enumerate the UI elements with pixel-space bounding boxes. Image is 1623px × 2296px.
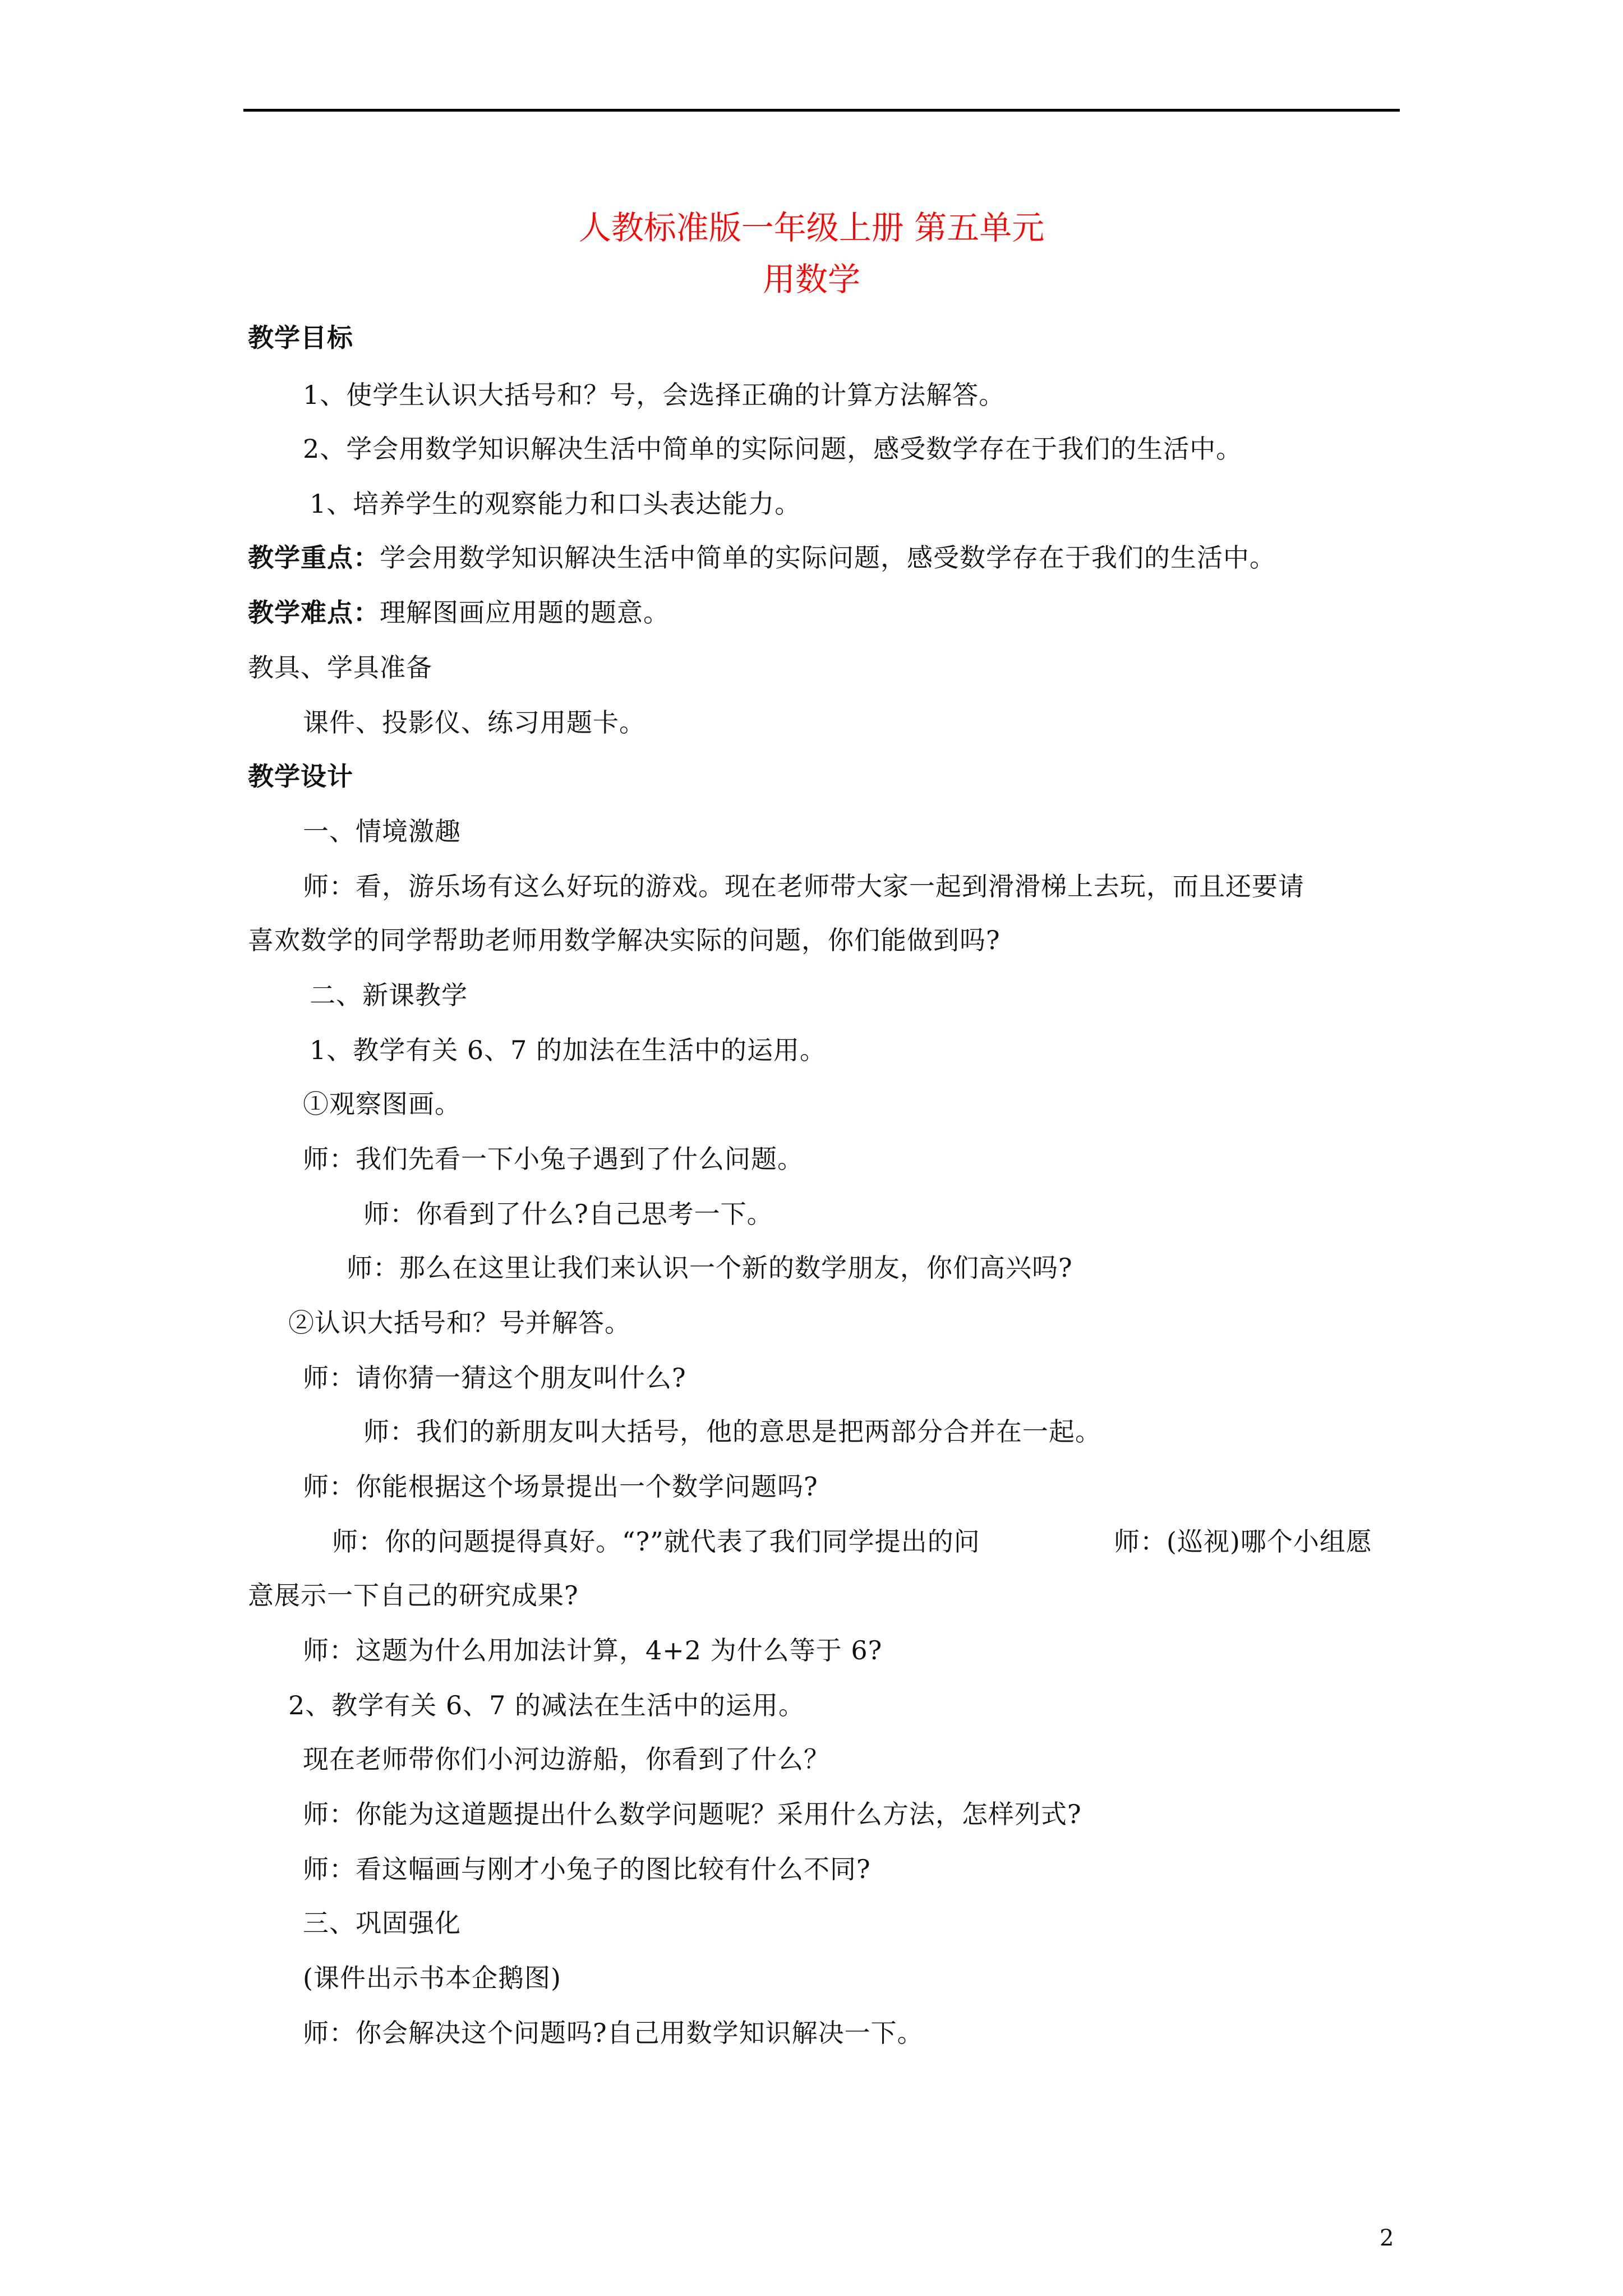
paragraph-line: 师：看，游乐场有这么好玩的游戏。现在老师带大家一起到滑滑梯上去玩，而且还要请 (303, 871, 1304, 901)
section-heading: 一、情境激趣 (303, 816, 461, 846)
paragraph-line: 现在老师带你们小河边游船，你看到了什么？ (303, 1744, 830, 1774)
paragraph-line: ①观察图画。 (303, 1089, 461, 1119)
paragraph-line: 1、教学有关 6、7 的加法在生活中的运用。 (310, 1035, 827, 1065)
tools-text: 课件、投影仪、练习用题卡。 (303, 707, 645, 738)
paragraph-line: 师：那么在这里让我们来认识一个新的数学朋友，你们高兴吗? (347, 1253, 1073, 1283)
key-point-line (248, 541, 1276, 574)
document-title: 人教标准版一年级上册 第五单元 (578, 209, 1045, 247)
difficulty-text: 理解图画应用题的题意。 (380, 597, 670, 628)
paragraph-line: 师：我们先看一下小兔子遇到了什么问题。 (303, 1144, 804, 1174)
paragraph-line: 师：请你猜一猜这个朋友叫什么? (303, 1363, 686, 1393)
paragraph-line: 师：这题为什么用加法计算，4+2 为什么等于 6? (303, 1635, 883, 1665)
key-point-label: 教学重点： (248, 542, 380, 573)
paragraph-line: 师：你能根据这个场景提出一个数学问题吗? (303, 1471, 818, 1502)
header-rule (243, 109, 1400, 112)
section-heading: 二、新课教学 (310, 980, 468, 1010)
design-heading: 教学设计 (248, 761, 353, 792)
paragraph-line: 意展示一下自己的研究成果? (248, 1580, 579, 1611)
paragraph-line: (课件出示书本企鹅图) (303, 1963, 561, 1993)
key-point-text: 学会用数学知识解决生活中简单的实际问题，感受数学存在于我们的生活中。 (380, 542, 1276, 573)
paragraph-line: 师：你能为这道题提出什么数学问题呢？采用什么方法，怎样列式? (303, 1799, 1082, 1829)
objective-item: 2、学会用数学知识解决生活中简单的实际问题，感受数学存在于我们的生活中。 (303, 434, 1243, 464)
objectives-heading: 教学目标 (248, 323, 353, 353)
tools-heading: 教具、学具准备 (248, 652, 432, 683)
difficulty-line (248, 596, 670, 629)
page-number: 2 (1380, 2225, 1394, 2251)
paragraph-line: 师：你看到了什么?自己思考一下。 (363, 1199, 773, 1229)
difficulty-label: 教学难点： (248, 597, 380, 628)
objective-item: 1、培养学生的观察能力和口头表达能力。 (310, 489, 801, 519)
paragraph-line: 师：(巡视)哪个小组愿 (1114, 1526, 1372, 1557)
paragraph-line: 喜欢数学的同学帮助老师用数学解决实际的问题，你们能做到吗? (248, 925, 1000, 955)
paragraph-line: 师：你会解决这个问题吗?自己用数学知识解决一下。 (303, 2018, 924, 2048)
paragraph-line: ②认识大括号和？号并解答。 (288, 1308, 631, 1338)
paragraph-line: 2、教学有关 6、7 的减法在生活中的运用。 (288, 1690, 805, 1720)
document-subtitle: 用数学 (762, 260, 860, 298)
paragraph-line: 师：我们的新朋友叫大括号，他的意思是把两部分合并在一起。 (363, 1416, 1101, 1447)
objective-item: 1、使学生认识大括号和？号，会选择正确的计算方法解答。 (303, 380, 1006, 410)
section-heading: 三、巩固强化 (303, 1908, 461, 1938)
paragraph-line: 师：看这幅画与刚才小兔子的图比较有什么不同? (303, 1854, 871, 1884)
paragraph-line: 师：你的问题提得真好。“?”就代表了我们同学提出的问 (332, 1526, 980, 1557)
